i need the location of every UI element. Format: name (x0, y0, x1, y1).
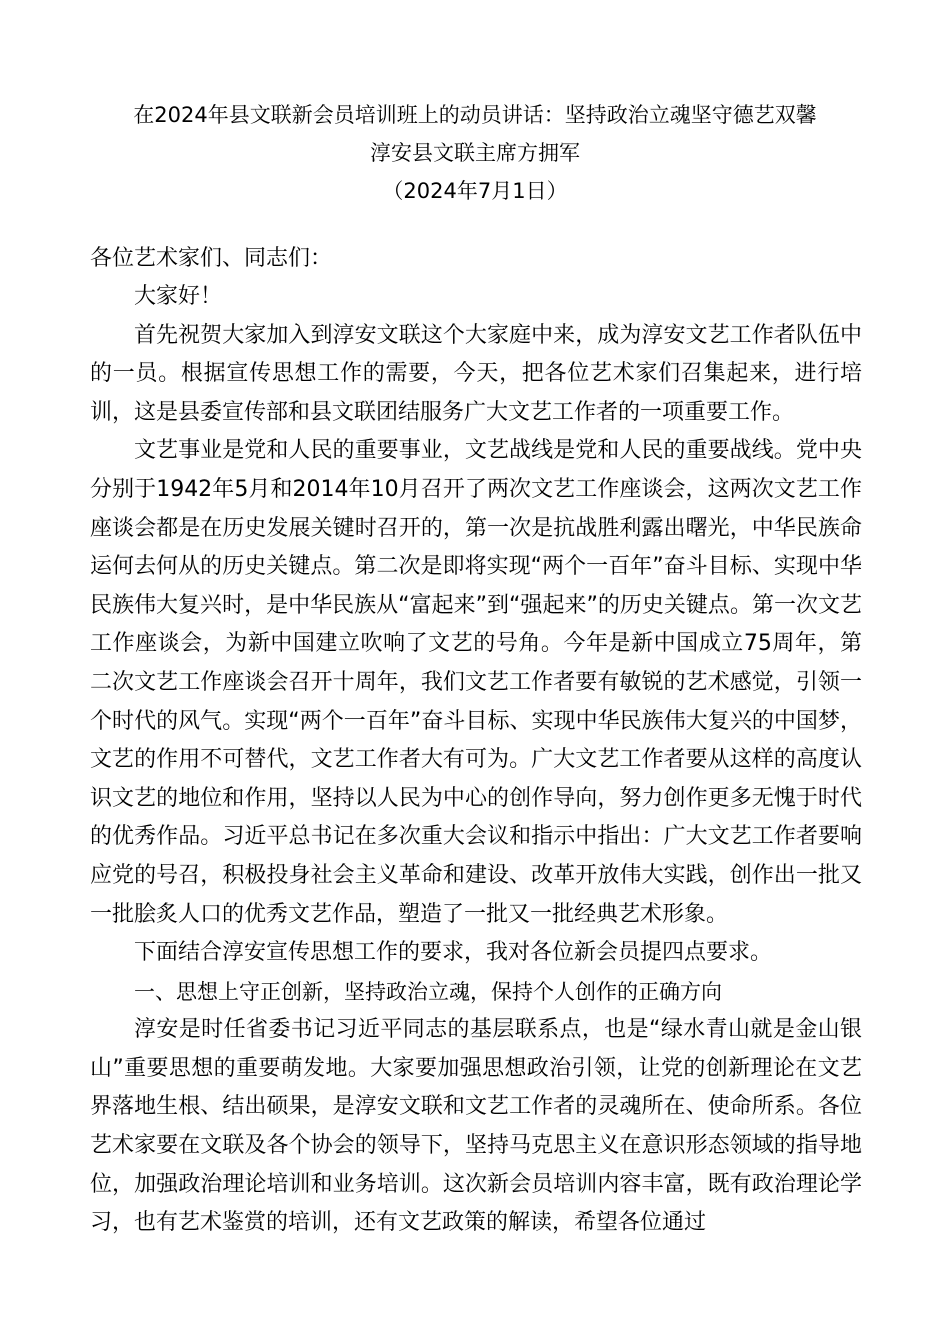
document-author: 淳安县文联主席方拥军 (370, 141, 580, 165)
paragraph-literary-cause: 文艺事业是党和人民的重要事业，文艺战线是党和人民的重要战线。党中央分别于1942年5月和2014年10月召开了两次文艺工作座谈会，这两次文艺工作座谈会都是在历史发展关键时召开的，第一次是抗战胜利露出曙光，中华民族命运何去何从的历史关键点。第二次是即将实现“两个一百年”奋斗目标、实现中华民族伟大复兴时，是中华民族从“富起来”到“强起来”的历史关键点。第一次文艺工作座谈会，为新中国建立吹响了文艺的号角。今年是新中国成立75周年，第二次文艺工作座谈会召开十周年，我们文艺工作者要有敏锐的艺术感觉，引领一个时代的风气。实现“两个一百年”奋斗目标、实现中华民族伟大复兴的中国梦，文艺的作用不可替代，文艺工作者大有可为。广大文艺工作者要从这样的高度认识文艺的地位和作用，坚持以人民为中心的创作导向，努力创作更多无愧于时代的优秀作品。习近平总书记在多次重大会议和指示中指出：广大文艺工作者要响应党的号召，积极投身社会主义革命和建设、改革开放伟大实践，创作出一批又一批脍炙人口的优秀文艺作品，塑造了一批又一批经典艺术形象。 (90, 438, 862, 927)
greeting: 大家好！ (134, 284, 223, 309)
salutation: 各位艺术家们、同志们： (90, 246, 333, 271)
document-date: （2024年7月1日） (382, 179, 568, 203)
section-heading: 一、思想上守正创新，坚持政治立魂，保持个人创作的正确方向 (134, 979, 722, 1004)
paragraph-requirements: 下面结合淳安宣传思想工作的要求，我对各位新会员提四点要求。 (134, 940, 773, 966)
section-paragraph: 淳安是时任省委书记习近平同志的基层联系点，也是“绿水青山就是金山银山”重要思想的重要萌发地。大家要加强思想政治引领，让党的创新理论在文艺界落地生根、结出硕果，是淳安文联和文艺工作者的灵魂所在、使命所系。各位艺术家要在文联及各个协会的领导下，坚持马克思主义在意识形态领域的指导地位，加强政治理论培训和业务培训。这次新会员培训内容丰富，既有政治理论学习，也有艺术鉴赏的培训，还有文艺政策的解读，希望各位通过 (90, 1017, 862, 1236)
document-header (0, 96, 950, 210)
document-title: 在2024年县文联新会员培训班上的动员讲话：坚持政治立魂坚守德艺双馨 (133, 103, 817, 127)
paragraph-intro: 首先祝贺大家加入到淳安文联这个大家庭中来，成为淳安文艺工作者队伍中的一员。根据宣传思想工作的需要，今天，把各位艺术家们召集起来，进行培训，这是县委宣传部和县文联团结服务广大文艺工作者的一项重要工作。 (90, 322, 862, 425)
document-body (90, 240, 862, 1243)
